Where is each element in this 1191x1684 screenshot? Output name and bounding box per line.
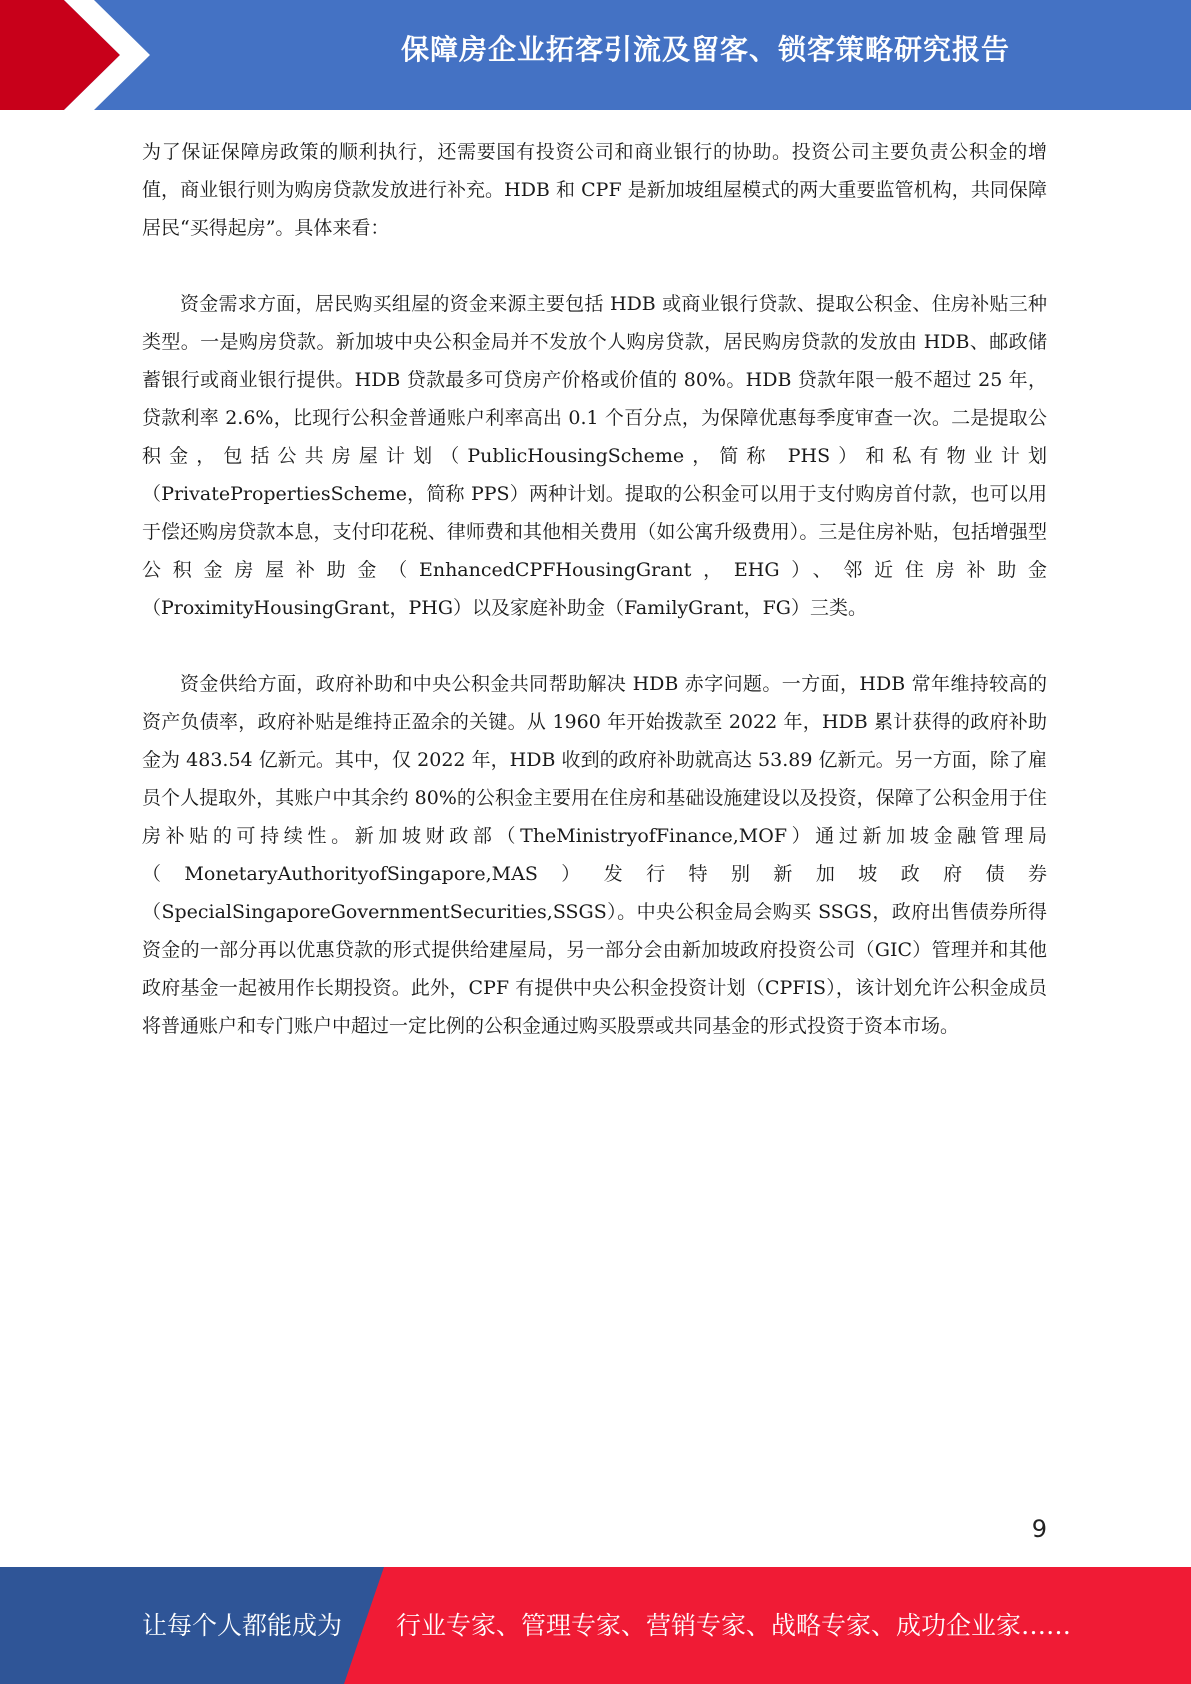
footer-slogan-left: 让每个人都能成为 [142,1611,343,1640]
page-header-banner [0,0,1191,110]
footer-slogan-right: 行业专家、管理专家、营销专家、战略专家、成功企业家…… [396,1611,1072,1640]
document-body [142,133,1047,1083]
paragraph-funding-supply: 资金供给方面，政府补助和中央公积金共同帮助解决 HDB 赤字问题。一方面，HDB 常年维持较高的资产负债率，政府补贴是维持正盈余的关键。从 1960 年开始拨款至 2022 年，HDB 累计获得的政府补助金为 483.54 亿新元。其中，仅 2022 年，HDB 收到的政府补助就高达 53.89 亿新元。另一方面，除了雇员个人提取外，其账户中其余约 80%的公积金主要用在住房和基础设施建设以及投资，保障了公积金用于住房补贴的可持续性。新加坡财政部（TheMinistryofFinance,MOF）通过新加坡金融管理局（MonetaryAuthorityofSingapore,MAS）发行特别新加坡政府债券（SpecialSingaporeGovernmentSecurities,SSGS）。中央公积金局会购买 SSGS，政府出售债券所得资金的一部分再以优惠贷款的形式提供给建屋局，另一部分会由新加坡政府投资公司（GIC）管理并和其他政府基金一起被用作长期投资。此外，CPF 有提供中央公积金投资计划（CPFIS），该计划允许公积金成员将普通账户和专门账户中超过一定比例的公积金通过购买股票或共同基金的形式投资于资本市场。 [142,673,1047,1037]
page-footer-banner [0,1567,1191,1684]
page-number: 9 [1031,1515,1047,1543]
report-title: 保障房企业拓客引流及留客、锁客策略研究报告 [400,33,1010,66]
paragraph-intro: 为了保证保障房政策的顺利执行，还需要国有投资公司和商业银行的协助。投资公司主要负责公积金的增值，商业银行则为购房贷款发放进行补充。HDB 和 CPF 是新加坡组屋模式的两大重要监管机构，共同保障居民“买得起房”。具体来看： [142,141,1047,239]
header-chevron-decoration [0,0,160,110]
paragraph-funding-demand: 资金需求方面，居民购买组屋的资金来源主要包括 HDB 或商业银行贷款、提取公积金、住房补贴三种类型。一是购房贷款。新加坡中央公积金局并不发放个人购房贷款，居民购房贷款的发放由 HDB、邮政储蓄银行或商业银行提供。HDB 贷款最多可贷房产价格或价值的 80%。HDB 贷款年限一般不超过 25 年，贷款利率 2.6%，比现行公积金普通账户利率高出 0.1 个百分点，为保障优惠每季度审查一次。二是提取公积金，包括公共房屋计划（PublicHousingScheme，简称 PHS）和私有物业计划（PrivatePropertiesScheme，简称 PPS）两种计划。提取的公积金可以用于支付购房首付款，也可以用于偿还购房贷款本息，支付印花税、律师费和其他相关费用（如公寓升级费用）。三是住房补贴，包括增强型公积金房屋补助金（EnhancedCPFHousingGrant，EHG）、邻近住房补助金（ProximityHousingGrant，PHG）以及家庭补助金（FamilyGrant，FG）三类。 [142,293,1047,619]
